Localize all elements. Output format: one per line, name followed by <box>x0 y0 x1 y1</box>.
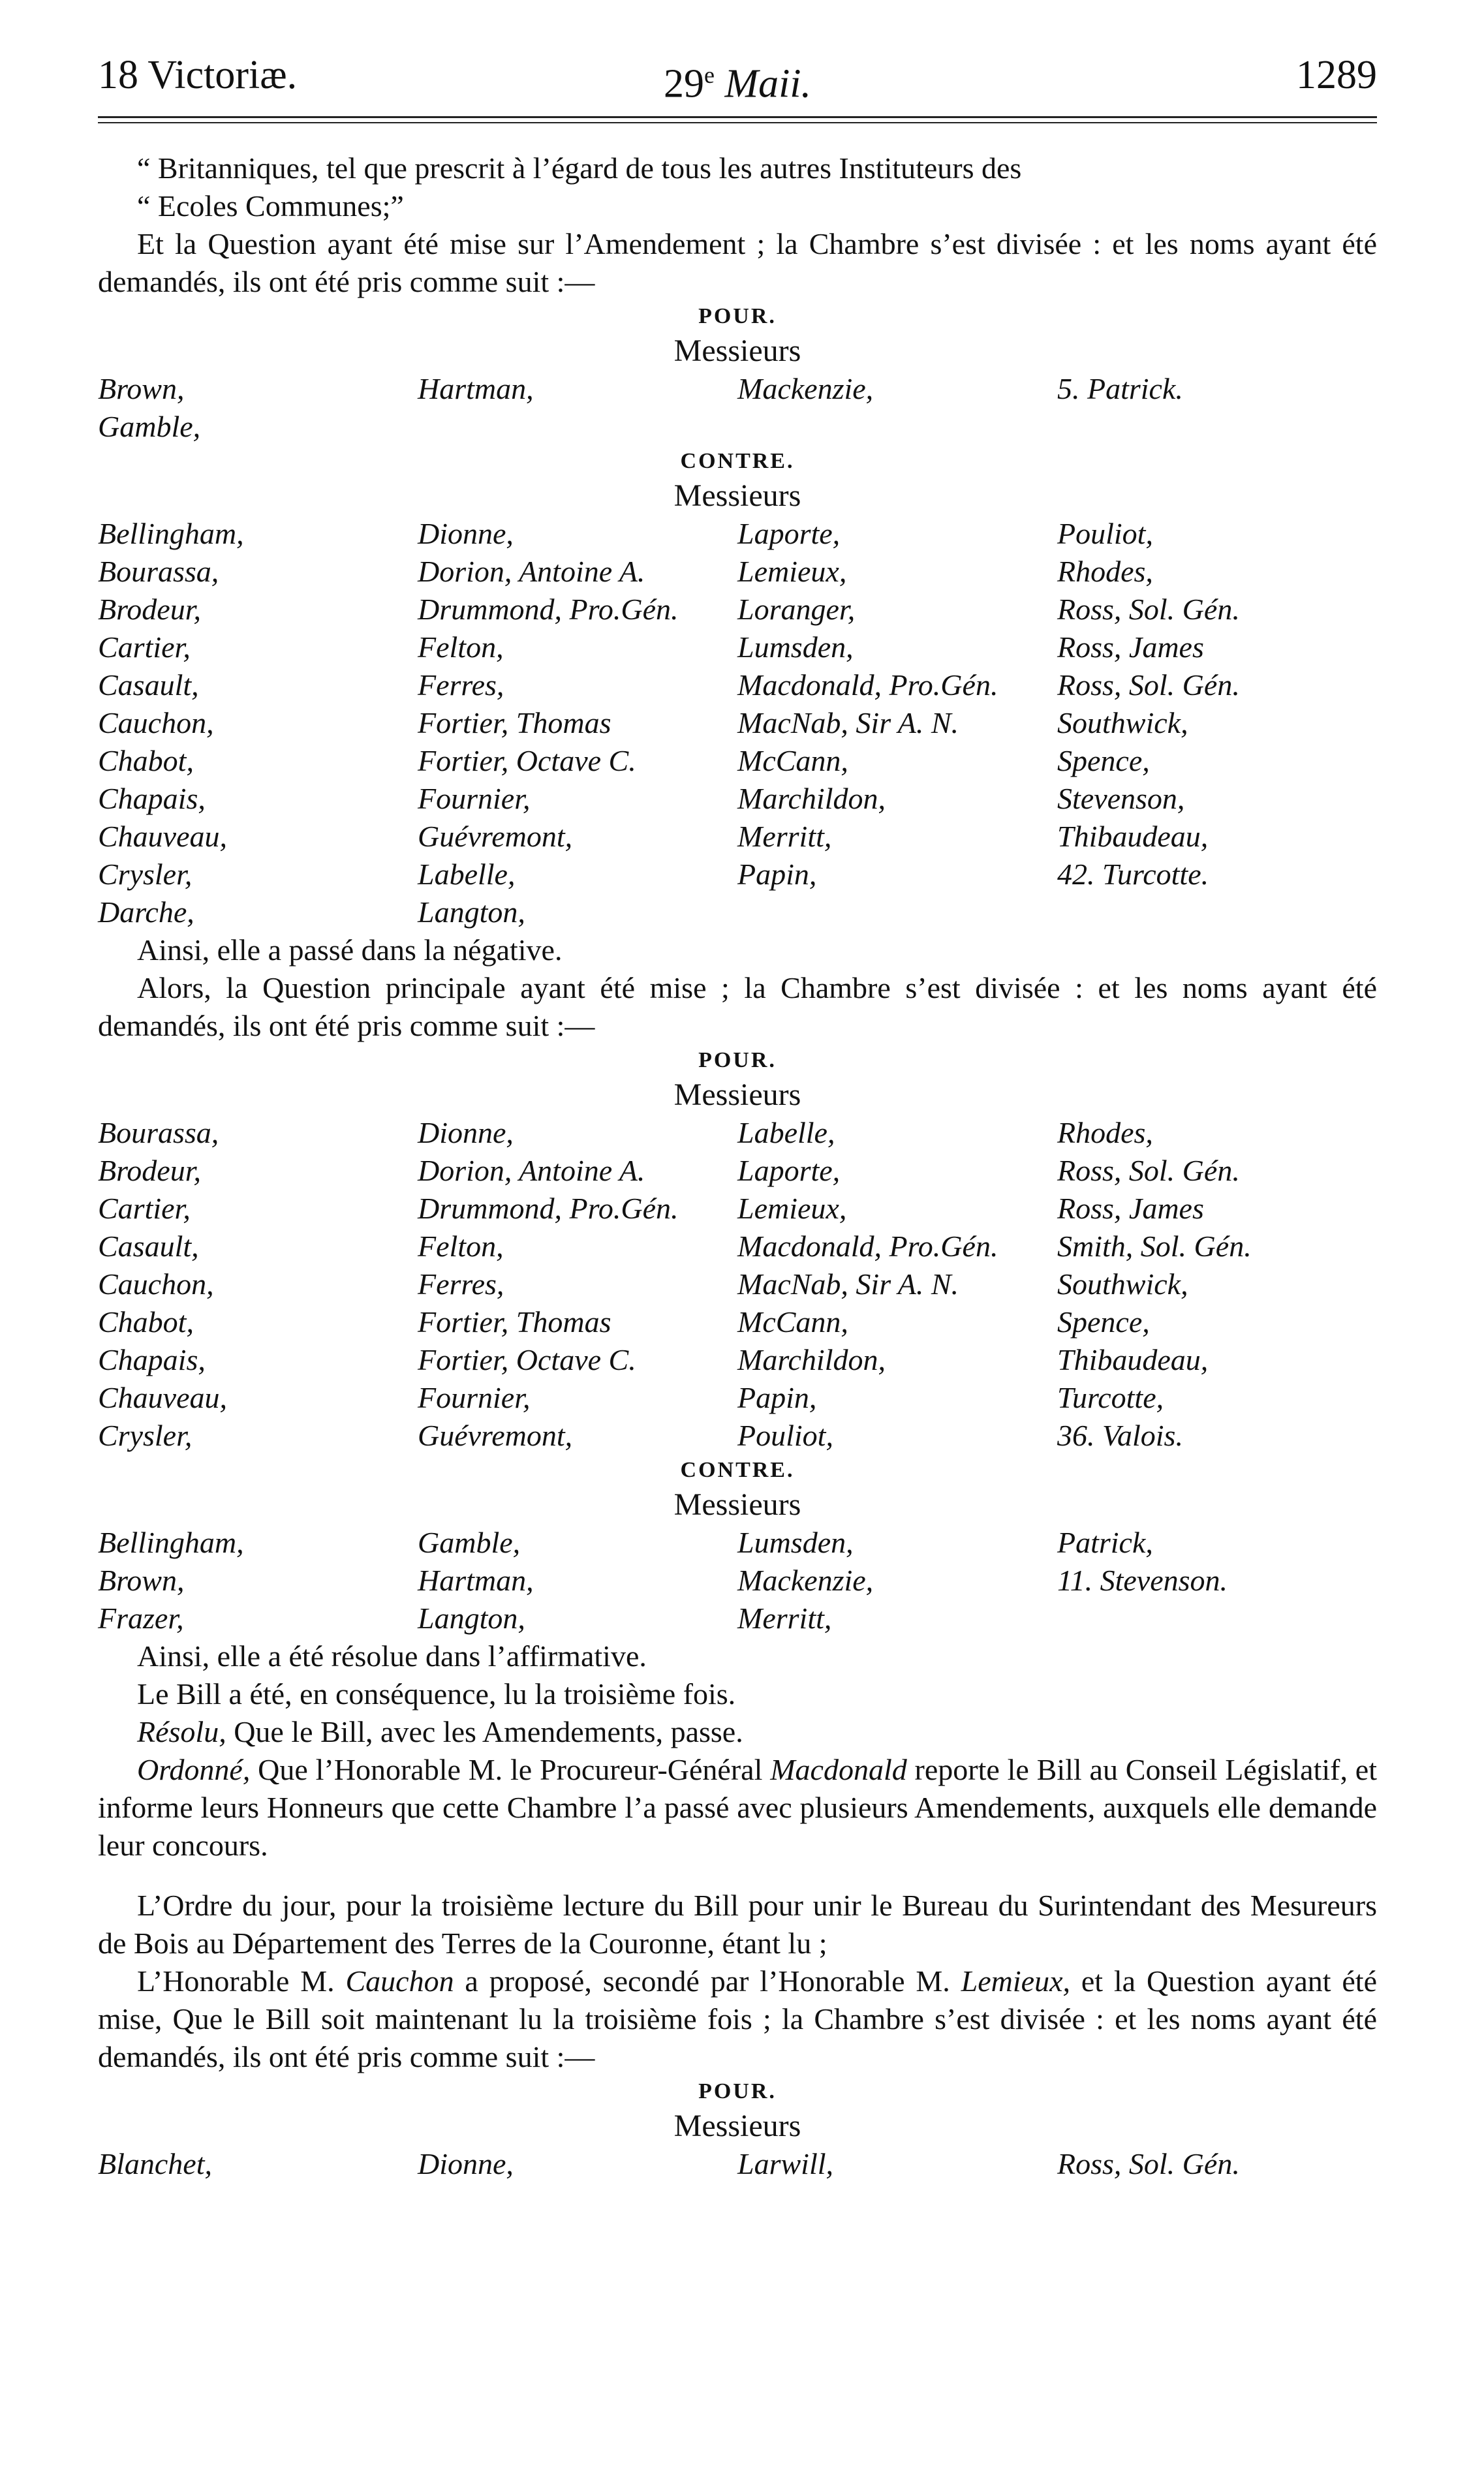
member-name: Labelle, <box>737 1116 835 1149</box>
table-row <box>98 1524 1377 1562</box>
member-name: Chapais, <box>98 782 206 815</box>
member-name: Bourassa, <box>98 555 219 588</box>
table-row <box>98 553 1377 591</box>
member-name: Lumsden, <box>737 630 854 664</box>
table-row <box>98 1562 1377 1600</box>
member-name: Chabot, <box>98 744 194 777</box>
member-name: Thibaudeau, <box>1057 1343 1209 1376</box>
member-name: Bellingham, <box>98 517 244 550</box>
vote2-pour-messieurs: Messieurs <box>673 1077 801 1112</box>
motion-seconder: Lemieux, <box>961 1964 1070 1998</box>
member-name: Casault, <box>98 668 199 702</box>
member-name: Merritt, <box>737 1602 832 1635</box>
member-name: Pouliot, <box>737 1419 833 1452</box>
member-name: Laporte, <box>737 1154 841 1187</box>
member-name: 36. Valois. <box>1057 1419 1183 1452</box>
member-name: Drummond, Pro.Gén. <box>418 593 679 626</box>
vote3-pour-table <box>98 2145 1377 2183</box>
member-name: Fortier, Thomas <box>418 1305 611 1339</box>
third-reading-line: Le Bill a été, en conséquence, lu la troisième fois. <box>137 1677 736 1711</box>
ordonne-paragraph <box>98 1751 1377 1865</box>
member-name: Gamble, <box>98 410 201 443</box>
table-row <box>98 856 1377 893</box>
table-row <box>98 1152 1377 1190</box>
member-name: Lemieux, <box>737 1192 847 1225</box>
member-name: Drummond, Pro.Gén. <box>418 1192 679 1225</box>
table-row <box>98 1228 1377 1265</box>
main-question-paragraph: Alors, la Question principale ayant été mise ; la Chambre s’est divisée : et les noms ayant été demandés, ils ont été pris comme suit :— <box>98 971 1377 1042</box>
member-name: 5. Patrick. <box>1057 372 1183 405</box>
member-name: Rhodes, <box>1057 1116 1153 1149</box>
member-name: Cauchon, <box>98 1267 214 1301</box>
member-name: Guévremont, <box>418 820 573 853</box>
member-name: Mackenzie, <box>737 372 874 405</box>
table-row <box>98 893 1377 931</box>
member-name <box>1057 893 1377 931</box>
member-name: Marchildon, <box>737 782 886 815</box>
member-name <box>737 408 1057 446</box>
vote2-pour-table <box>98 1114 1377 1455</box>
member-name <box>418 408 737 446</box>
member-name: MacNab, Sir A. N. <box>737 706 959 739</box>
member-name: Ross, James <box>1057 630 1204 664</box>
ordonne-text-2: reporte le Bill au Conseil Législatif, et informe leurs Honneurs que cette Chambre l’a passé avec plusieurs Amendements, auxquels elle demande leur concours. <box>98 1753 1378 1862</box>
member-name: Ross, Sol. Gén. <box>1057 2147 1240 2180</box>
member-name: Blanchet, <box>98 2147 212 2180</box>
vote1-contre-table <box>98 515 1377 931</box>
member-name: McCann, <box>737 1305 848 1339</box>
header-month: Maii. <box>724 61 812 106</box>
member-name: Southwick, <box>1057 706 1188 739</box>
member-name: Southwick, <box>1057 1267 1188 1301</box>
table-row <box>98 515 1377 553</box>
member-name: Hartman, <box>418 1564 534 1597</box>
member-name: Dionne, <box>418 2147 514 2180</box>
table-row <box>98 1265 1377 1303</box>
resolu-text: Que le Bill, avec les Amendements, passe. <box>226 1715 743 1748</box>
member-name: McCann, <box>737 744 848 777</box>
motion-mover: Cauchon <box>345 1964 454 1998</box>
member-name: Thibaudeau, <box>1057 820 1209 853</box>
member-name: Rhodes, <box>1057 555 1153 588</box>
member-name: Crysler, <box>98 858 193 891</box>
member-name: Merritt, <box>737 820 832 853</box>
resolu-line <box>98 1713 1377 1751</box>
table-row <box>98 1114 1377 1152</box>
member-name: Stevenson, <box>1057 782 1185 815</box>
member-name: Fortier, Octave C. <box>418 1343 636 1376</box>
member-name: Pouliot, <box>1057 517 1153 550</box>
member-name: Macdonald, Pro.Gén. <box>737 1230 998 1263</box>
member-name: Ferres, <box>418 1267 504 1301</box>
member-name: Spence, <box>1057 1305 1150 1339</box>
header-rule <box>98 116 1377 118</box>
table-row <box>98 818 1377 856</box>
member-name: Patrick, <box>1057 1526 1153 1559</box>
vote1-result: Ainsi, elle a passé dans la négative. <box>137 933 563 967</box>
header-date <box>98 46 1377 114</box>
member-name: 42. Turcotte. <box>1057 858 1209 891</box>
table-row <box>98 591 1377 628</box>
member-name: Brodeur, <box>98 593 202 626</box>
resolu-label: Résolu, <box>137 1715 226 1748</box>
member-name: Crysler, <box>98 1419 193 1452</box>
table-row <box>98 1341 1377 1379</box>
header-left: 18 Victoriæ. <box>98 53 298 97</box>
member-name: Laporte, <box>737 517 841 550</box>
member-name: Casault, <box>98 1230 199 1263</box>
page-number: 1289 <box>1296 53 1377 97</box>
member-name: Langton, <box>418 1602 525 1635</box>
member-name: Hartman, <box>418 372 534 405</box>
member-name <box>1057 408 1377 446</box>
member-name: Dionne, <box>418 1116 514 1149</box>
member-name: Guévremont, <box>418 1419 573 1452</box>
member-name: Dorion, Antoine A. <box>418 1154 645 1187</box>
table-row <box>98 628 1377 666</box>
member-name: Fortier, Thomas <box>418 706 611 739</box>
header-day: 29 <box>663 61 704 106</box>
member-name: Chapais, <box>98 1343 206 1376</box>
motion-text-1: L’Honorable M. <box>137 1964 346 1998</box>
member-name: Felton, <box>418 630 504 664</box>
member-name: Fournier, <box>418 1381 531 1414</box>
member-name: Lumsden, <box>737 1526 854 1559</box>
member-name: Dionne, <box>418 517 514 550</box>
vote2-contre-heading: CONTRE. <box>680 1458 795 1482</box>
ordonne-name: Macdonald <box>770 1753 907 1786</box>
member-name: Felton, <box>418 1230 504 1263</box>
member-name: Chabot, <box>98 1305 194 1339</box>
table-row <box>98 704 1377 742</box>
motion-paragraph <box>98 1962 1377 2076</box>
table-row <box>98 370 1377 408</box>
member-name <box>1057 1600 1377 1637</box>
ordre-paragraph: L’Ordre du jour, pour la troisième lecture du Bill pour unir le Bureau du Surintendant des Mesureurs de Bois au Département des Terres de la Couronne, étant lu ; <box>98 1889 1377 1960</box>
member-name: Ross, James <box>1057 1192 1204 1225</box>
table-row <box>98 1303 1377 1341</box>
member-name: Ross, Sol. Gén. <box>1057 593 1240 626</box>
member-name: Spence, <box>1057 744 1150 777</box>
vote3-pour-heading: POUR. <box>698 2079 777 2103</box>
vote1-contre-messieurs: Messieurs <box>673 478 801 513</box>
member-name: Loranger, <box>737 593 856 626</box>
member-name: Cartier, <box>98 1192 191 1225</box>
member-name: Fortier, Octave C. <box>418 744 636 777</box>
vote1-contre-heading: CONTRE. <box>680 449 795 473</box>
member-name <box>737 893 1057 931</box>
table-row <box>98 1417 1377 1455</box>
table-row <box>98 1600 1377 1637</box>
member-name: Mackenzie, <box>737 1564 874 1597</box>
member-name: Brown, <box>98 1564 185 1597</box>
motion-text-2: a proposé, secondé par l’Honorable M. <box>454 1964 961 1998</box>
member-name: Frazer, <box>98 1602 184 1635</box>
intro-paragraph: Et la Question ayant été mise sur l’Amendement ; la Chambre s’est divisée : et les noms ayant été demandés, ils ont été pris comme suit :— <box>98 227 1377 298</box>
member-name: Smith, Sol. Gén. <box>1057 1230 1252 1263</box>
table-row <box>98 408 1377 446</box>
quote-line-2: “ Ecoles Communes;” <box>137 189 404 223</box>
table-row <box>98 742 1377 780</box>
vote2-contre-messieurs: Messieurs <box>673 1487 801 1522</box>
member-name: Marchildon, <box>737 1343 886 1376</box>
ordonne-label: Ordonné, <box>137 1753 251 1786</box>
motion-text-3: et la Question ayant été mise, Que le Bill soit maintenant lu la troisième fois ; la Chambre s’est divisée : et les noms ayant été demandés, ils ont été pris comme suit :— <box>98 1964 1377 2073</box>
member-name: Cartier, <box>98 630 191 664</box>
member-name: Brodeur, <box>98 1154 202 1187</box>
table-row <box>98 666 1377 704</box>
member-name: Bourassa, <box>98 1116 219 1149</box>
vote1-pour-table <box>98 370 1377 446</box>
member-name: Dorion, Antoine A. <box>418 555 645 588</box>
quote-line-1: “ Britanniques, tel que prescrit à l’égard de tous les autres Instituteurs des <box>137 151 1022 185</box>
table-row <box>98 780 1377 818</box>
vote2-pour-heading: POUR. <box>698 1048 777 1072</box>
member-name: Fournier, <box>418 782 531 815</box>
table-row <box>98 1190 1377 1228</box>
member-name: Larwill, <box>737 2147 834 2180</box>
member-name: Gamble, <box>418 1526 521 1559</box>
member-name: Chauveau, <box>98 820 228 853</box>
vote2-contre-table <box>98 1524 1377 1637</box>
vote2-result: Ainsi, elle a été résolue dans l’affirmative. <box>137 1639 647 1673</box>
member-name: Brown, <box>98 372 185 405</box>
member-name: Cauchon, <box>98 706 214 739</box>
table-row <box>98 1379 1377 1417</box>
header-rule-thin <box>98 122 1377 123</box>
vote3-pour-messieurs: Messieurs <box>673 2109 801 2143</box>
member-name: Labelle, <box>418 858 516 891</box>
vote1-pour-heading: POUR. <box>698 304 777 328</box>
member-name: MacNab, Sir A. N. <box>737 1267 959 1301</box>
member-name: Lemieux, <box>737 555 847 588</box>
member-name: Turcotte, <box>1057 1381 1164 1414</box>
ordonne-text-1: Que l’Honorable M. le Procureur-Général <box>250 1753 771 1786</box>
member-name: Bellingham, <box>98 1526 244 1559</box>
member-name: Ross, Sol. Gén. <box>1057 1154 1240 1187</box>
vote1-pour-messieurs: Messieurs <box>673 333 801 368</box>
member-name: 11. Stevenson. <box>1057 1564 1228 1597</box>
member-name: Ross, Sol. Gén. <box>1057 668 1240 702</box>
member-name: Papin, <box>737 858 817 891</box>
member-name: Chauveau, <box>98 1381 228 1414</box>
member-name: Macdonald, Pro.Gén. <box>737 668 998 702</box>
member-name: Ferres, <box>418 668 504 702</box>
member-name: Langton, <box>418 895 525 929</box>
member-name: Papin, <box>737 1381 817 1414</box>
running-header <box>98 46 1377 104</box>
member-name: Darche, <box>98 895 194 929</box>
header-day-suffix: e <box>703 62 715 88</box>
table-row <box>98 2145 1377 2183</box>
page <box>98 46 1377 2183</box>
